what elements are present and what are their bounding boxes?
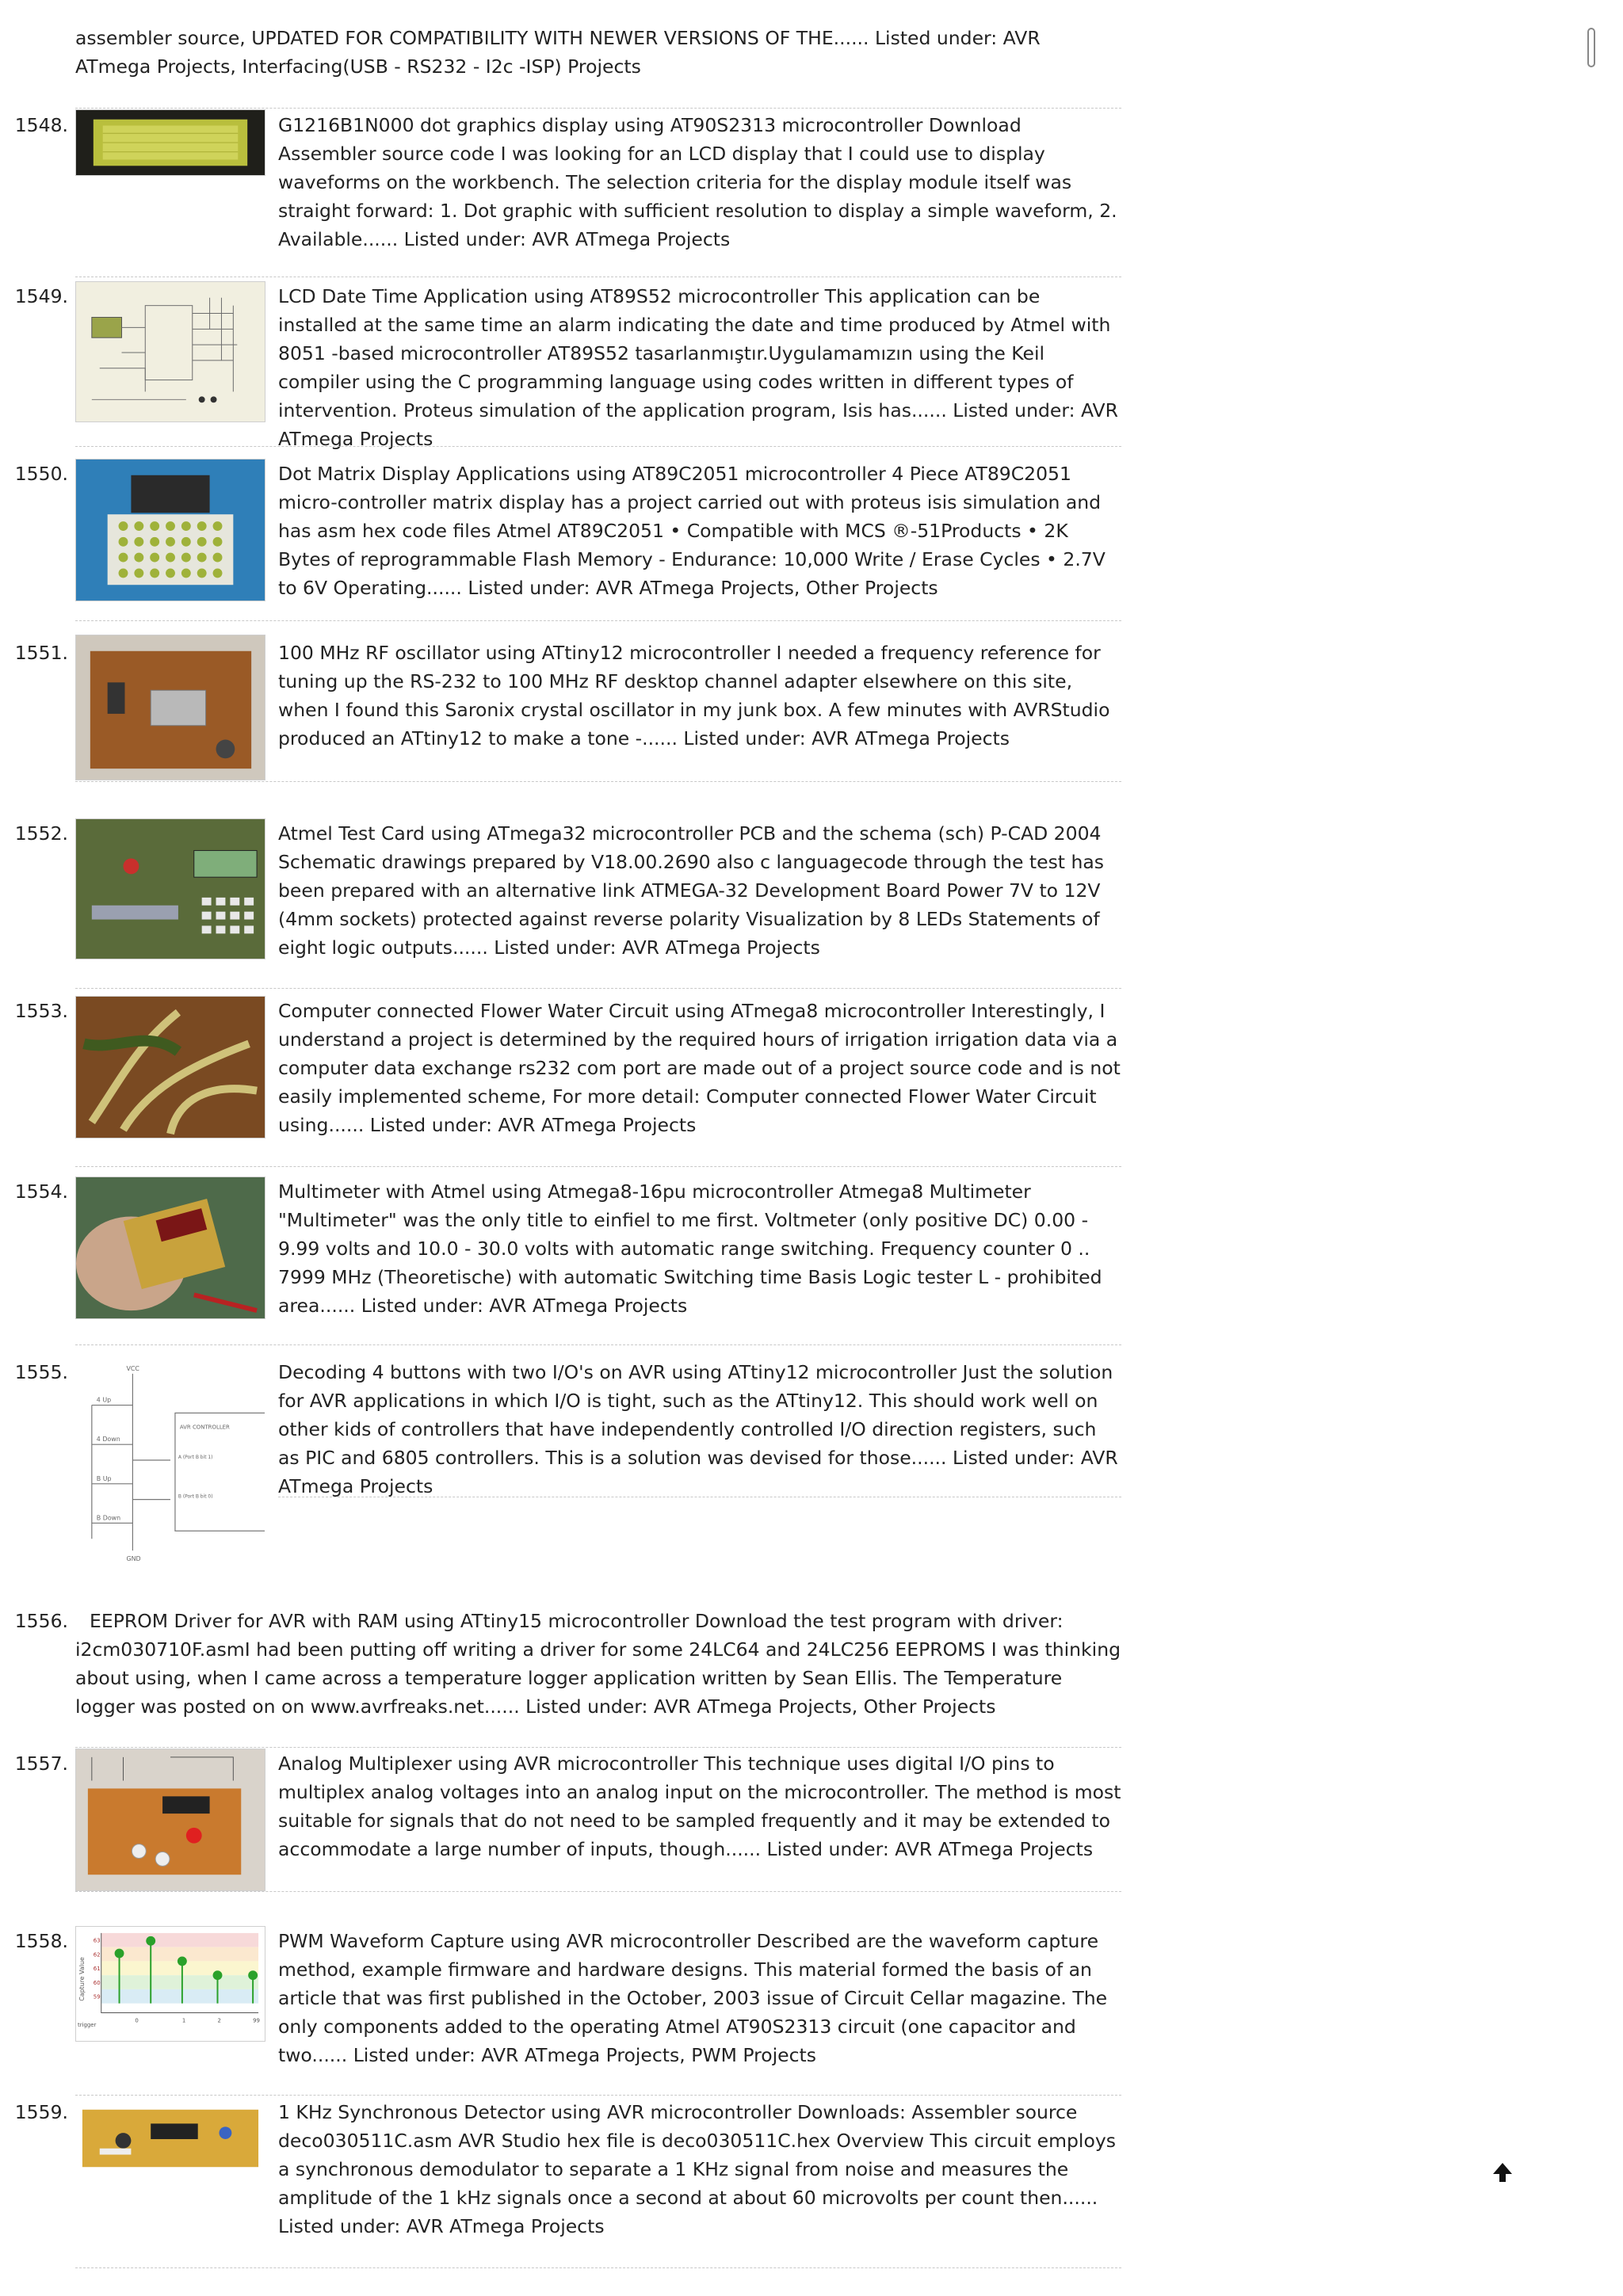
item-number: 1549. bbox=[14, 285, 68, 307]
item-description: Dot Matrix Display Applications using AT89C2051 microcontroller 4 Piece AT89C2051 micro-controller matrix display has a project carried out with proteus isis simulation and has asm hex code files Atmel AT89C2051 • Compatible with MCS ®-51Products • 2K Bytes of reprogrammable Flash Memory - Endurance: 10,000 Write / Erase Cycles • 2.7V to 6V Operating...... Listed under: AVR ATmega Projects, Other Projects bbox=[278, 463, 1106, 599]
schematic-up-label: 4 Up bbox=[96, 1396, 112, 1404]
item-description: Atmel Test Card using ATmega32 microcontroller PCB and the schema (sch) P-CAD 2004 Schematic drawings prepared by V18.00.2690 also c languagecode through the test has been prepared with an alternative link ATMEGA-32 Development Board Power 7V to 12V (4mm sockets) protected against reverse polarity Visualization by 8 LEDs Statements of eight logic outputs...... Listed under: AVR ATmega Projects bbox=[278, 822, 1105, 959]
item-description: LCD Date Time Application using AT89S52 microcontroller This application can be installed at the same time an alarm indicating the date and time produced by Atmel with 8051 -based microcontroller AT89S52 tasarlanmıştır.Uygulamamızın using the Keil compiler using the C programming language using codes written in different types of intervention. Proteus simulation of the application program, Isis has...... Listed under: AVR ATmega Projects bbox=[278, 285, 1118, 450]
pwm-trigger-label: trigger bbox=[77, 2022, 97, 2029]
item-number: 1554. bbox=[14, 1180, 68, 1203]
schematic-b-up-label: B Up bbox=[96, 1474, 112, 1482]
pwm-axis-label: Capture Value bbox=[78, 1957, 86, 2001]
separator bbox=[75, 2267, 1121, 2268]
thumbnail-multimeter-image[interactable] bbox=[75, 1177, 265, 1319]
separator bbox=[75, 1891, 1121, 1892]
pwm-x-tick-label: 2 bbox=[217, 2017, 221, 2024]
separator bbox=[75, 446, 1121, 447]
item-description: Multimeter with Atmel using Atmega8-16pu microcontroller Atmega8 Multimeter "Multimeter" was the only title to einfiel to me first. Voltmeter (only positive DC) 0.00 - 9.99 volts and 10.0 - 30.0 volts with automatic range switching. Frequency counter 0 .. 7999 MHz (Theoretische) with automatic Switching time Basis Logic tester L - prohibited area...... Listed under: AVR ATmega Projects bbox=[278, 1180, 1102, 1317]
pwm-x-tick-label: 99 bbox=[253, 2017, 260, 2024]
separator bbox=[75, 988, 1121, 989]
thumbnail-rf-oscillator-image[interactable] bbox=[75, 635, 265, 780]
item-number: 1553. bbox=[14, 1000, 68, 1022]
thumbnail-flower-circuit-image[interactable] bbox=[75, 996, 265, 1138]
thumbnail-test-card-image[interactable] bbox=[75, 818, 265, 959]
separator bbox=[75, 1344, 1121, 1345]
item-number: 1555. bbox=[14, 1361, 68, 1383]
thumbnail-button-schematic-image[interactable] bbox=[75, 1357, 265, 1567]
scrollbar-thumb[interactable] bbox=[1587, 28, 1595, 67]
separator bbox=[75, 108, 1121, 109]
thumbnail-lcd-module-image[interactable] bbox=[75, 109, 265, 176]
pwm-tick-label: 61 bbox=[93, 1966, 101, 1973]
thumbnail-synchronous-detector-image[interactable] bbox=[75, 2101, 265, 2176]
thumbnail-analog-multiplexer-image[interactable] bbox=[75, 1749, 265, 1891]
intro-text: assembler source, UPDATED FOR COMPATIBILITY WITH NEWER VERSIONS OF THE...... Listed under: AVR ATmega Projects, Interfacing(USB - RS232 - I2c -ISP) Projects bbox=[75, 27, 1041, 78]
schematic-pin-b-label: B (Port B bit 0) bbox=[178, 1493, 213, 1500]
item-description: Computer connected Flower Water Circuit using ATmega8 microcontroller Interestingly, I understand a project is determined by the required hours of irrigation irrigation data via a computer data exchange rs232 com port are made out of a project source code and is not easily implemented scheme, For more detail: Computer connected Flower Water Circuit using...... Listed under: AVR ATmega Projects bbox=[278, 1000, 1121, 1136]
arrow-up-icon bbox=[1488, 2158, 1517, 2187]
back-to-top-button[interactable] bbox=[1488, 2158, 1517, 2187]
schematic-gnd-label: GND bbox=[126, 1555, 141, 1563]
separator bbox=[75, 620, 1121, 621]
item-number: 1551. bbox=[14, 642, 68, 664]
pwm-tick-label: 62 bbox=[93, 1951, 101, 1958]
pwm-x-tick-label: 1 bbox=[181, 2017, 186, 2024]
pwm-tick-label: 63 bbox=[93, 1937, 101, 1944]
item-number: 1558. bbox=[14, 1930, 68, 1952]
item-description: 100 MHz RF oscillator using ATtiny12 microcontroller I needed a frequency reference for tuning up the RS-232 to 100 MHz RF desktop channel adapter elsewhere on this site, when I found this Saronix crystal oscillator in my junk box. A few minutes with AVRStudio produced an ATtiny12 to make a tone -...... Listed under: AVR ATmega Projects bbox=[278, 642, 1110, 749]
schematic-pin-a-label: A (Port B bit 1) bbox=[178, 1455, 213, 1461]
item-number: 1552. bbox=[14, 822, 68, 845]
item-description: EEPROM Driver for AVR with RAM using ATtiny15 microcontroller Download the test program with driver: i2cm030710F.asmI had been putting off writing a driver for some 24LC64 and 24LC256 EEPROMS I was thinking about using, when I came across a temperature logger application written by Sean Ellis. The Temperature logger was posted on on www.avrfreaks.net...... Listed under: AVR ATmega Projects, Other Projects bbox=[75, 1610, 1121, 1718]
pwm-x-tick-label: 0 bbox=[135, 2017, 139, 2024]
item-number: 1559. bbox=[14, 2101, 68, 2123]
separator bbox=[75, 1166, 1121, 1167]
separator bbox=[75, 1747, 1121, 1748]
schematic-b-down-label: B Down bbox=[96, 1514, 121, 1522]
item-number: 1548. bbox=[14, 114, 68, 136]
thumbnail-pwm-waveform-image[interactable] bbox=[75, 1926, 265, 2042]
separator bbox=[75, 781, 1121, 782]
separator bbox=[75, 2095, 1121, 2096]
schematic-down-label: 4 Down bbox=[96, 1436, 120, 1444]
schematic-controller-label: AVR CONTROLLER bbox=[179, 1424, 230, 1431]
item-number: 1557. bbox=[14, 1753, 68, 1775]
item-number: 1556. bbox=[14, 1610, 68, 1632]
pwm-tick-label: 60 bbox=[93, 1980, 101, 1986]
item-description: 1 KHz Synchronous Detector using AVR microcontroller Downloads: Assembler source deco030511C.asm AVR Studio hex file is deco030511C.hex Overview This circuit employs a synchronous demodulator to separate a 1 KHz signal from noise and measures the amplitude of the 1 kHz signals once a second at about 60 microvolts per count then...... Listed under: AVR ATmega Projects bbox=[278, 2101, 1116, 2237]
pwm-tick-label: 59 bbox=[93, 1993, 101, 2000]
thumbnail-circuit-schematic-image[interactable] bbox=[75, 281, 265, 422]
thumbnail-dot-matrix-image[interactable] bbox=[75, 459, 265, 601]
item-description: Decoding 4 buttons with two I/O's on AVR using ATtiny12 microcontroller Just the solution for AVR applications in which I/O is tight, such as the ATtiny12. This should work well on other kids of controllers that have independently controlled I/O direction registers, such as PIC and 6805 controllers. This is a solution was devised for those...... Listed under: AVR ATmega Projects bbox=[278, 1361, 1118, 1497]
item-description: G1216B1N000 dot graphics display using AT90S2313 microcontroller Download Assembler source code I was looking for an LCD display that I could use to display waveforms on the workbench. The selection criteria for the display module itself was straight forward: 1. Dot graphic with sufficient resolution to display a simple waveform, 2. Available...... Listed under: AVR ATmega Projects bbox=[278, 114, 1117, 250]
schematic-vcc-label: VCC bbox=[126, 1364, 139, 1372]
item-number: 1550. bbox=[14, 463, 68, 485]
item-description: Analog Multiplexer using AVR microcontroller This technique uses digital I/O pins to multiplex analog voltages into an analog input on the microcontroller. The method is most suitable for signals that do not need to be sampled frequently and it may be extended to accommodate a large number of inputs, though...... Listed under: AVR ATmega Projects bbox=[278, 1753, 1121, 1860]
item-description: PWM Waveform Capture using AVR microcontroller Described are the waveform capture method, example firmware and hardware designs. This material formed the basis of an article that was first published in the October, 2003 issue of Circuit Cellar magazine. The only components added to the operating Atmel AT90S2313 circuit (one capacitor and two...... Listed under: AVR ATmega Projects, PWM Projects bbox=[278, 1930, 1108, 2066]
